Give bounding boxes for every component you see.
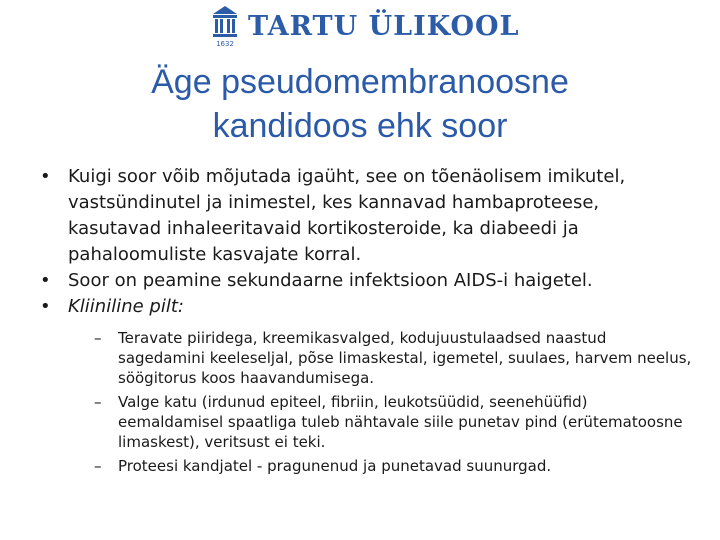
bullet-marker: •	[40, 270, 51, 291]
bullet-marker: •	[40, 296, 51, 317]
bullet-item	[36, 164, 696, 268]
university-logo	[210, 4, 520, 48]
sub-bullet-item	[78, 392, 696, 452]
slide-body	[36, 164, 696, 480]
bullet-item	[36, 294, 696, 476]
bullet-text: Kuigi soor võib mõjutada igaüht, see on tõenäolisem imikutel, vastsündinutel ja inimestel, kes kannavad hambaproteese, kasutavad inhaleeritavaid kortikosteroide, ka diabeedi ja pahaloomuliste kasvajate korral.	[68, 166, 626, 265]
slide-title-line2: kandidoos ehk soor	[212, 107, 508, 145]
sub-bullet-item	[78, 456, 696, 476]
logo-year: 1632	[216, 40, 234, 48]
sub-bullet-marker: –	[94, 393, 102, 411]
bullet-item	[36, 268, 696, 294]
sub-bullet-text: Proteesi kandjatel - pragunenud ja punetavad suunurgad.	[118, 457, 552, 475]
logo-text: TARTU ÜLIKOOL	[248, 10, 520, 42]
sub-bullet-marker: –	[94, 329, 102, 347]
bullet-text: Kliiniline pilt:	[68, 296, 184, 317]
slide-title-line1: Äge pseudomembranoosne	[151, 63, 569, 101]
bullet-marker: •	[40, 166, 51, 187]
university-emblem-icon	[210, 4, 240, 48]
sub-bullet-marker: –	[94, 457, 102, 475]
sub-bullet-list	[68, 328, 696, 476]
sub-bullet-item	[78, 328, 696, 388]
sub-bullet-text: Teravate piiridega, kreemikasvalged, kodujuustulaadsed naastud sagedamini keeleseljal, põse limaskestal, igemetel, suulaes, harvem neelus, söögitorus koos haavandumisega.	[118, 329, 692, 387]
bullet-list	[36, 164, 696, 476]
sub-bullet-text: Valge katu (irdunud epiteel, fibriin, leukotsüüdid, seenehüüfid) eemaldamisel spaatliga tuleb nähtavale siile punetav pind (erütematoosne limaskest), veritsust ei teki.	[118, 393, 683, 451]
slide-title	[0, 60, 720, 148]
bullet-text: Soor on peamine sekundaarne infektsioon AIDS-i haigetel.	[68, 270, 593, 291]
